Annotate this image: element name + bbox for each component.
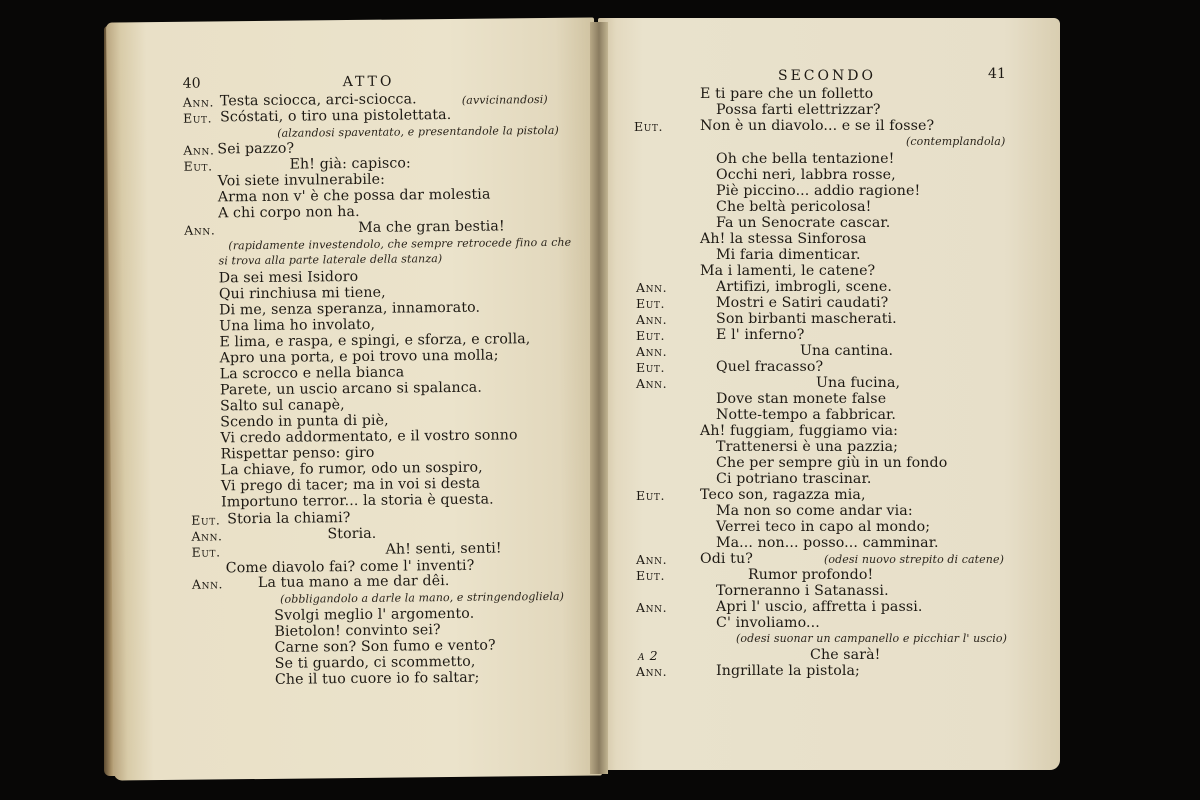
verse-line: Svolgi meglio l' argomento. [274, 605, 475, 624]
verse-line: Sei pazzo? [217, 140, 295, 158]
verse-line: Ma non so come andar via: [716, 503, 913, 519]
verse-line: Trattenersi è una pazzia; [716, 439, 899, 455]
verse-line: Oh che bella tentazione! [716, 151, 895, 167]
verse-line: Voi siete invulnerabile: [217, 171, 386, 190]
verse-line: Ma... non... posso... camminar. [716, 535, 939, 551]
verse-line: Possa farti elettrizzar? [716, 102, 881, 118]
speaker: Eut. [191, 512, 221, 528]
speaker: Eut. [636, 488, 666, 503]
verse-line: C' involiamo... [716, 615, 820, 631]
verse-line: Da sei mesi Isidoro [218, 268, 359, 287]
verse-line: Arma non v' è che possa dar molestia [217, 186, 491, 206]
speaker: Ann. [191, 576, 224, 592]
speaker: Eut. [182, 110, 213, 126]
verse-line: Occhi neri, labbra rosse, [716, 167, 896, 183]
verse-line: Una lima ho involato, [219, 316, 376, 335]
stage-direction: (obbligandolo a darle la mano, e stringendogliela) [280, 589, 565, 606]
verse-line: Qui rinchiusa mi tiene, [218, 284, 386, 303]
left-page [106, 17, 602, 780]
verse-line: Che beltà pericolosa! [716, 199, 872, 215]
verse-line: Teco son, ragazza mia, [700, 487, 866, 503]
verse-line: Ah! fuggiam, fuggiamo via: [700, 423, 899, 439]
speaker: Ann. [636, 312, 668, 327]
verse-line: Che il tuo cuore io fo saltar; [274, 669, 480, 688]
verse-line: Mi faria dimenticar. [716, 247, 861, 263]
stage-direction: (contemplandola) [906, 135, 1006, 148]
verse-line: Vi credo addormentato, e il vostro sonno [220, 427, 518, 447]
verse-line: Salto sul canapè, [219, 397, 345, 415]
verse-line: Bietolon! convinto sei? [274, 622, 441, 640]
speaker: Ann. [636, 280, 668, 295]
book-gutter [590, 22, 608, 774]
verse-line: Torneranno i Satanassi. [716, 583, 889, 599]
verse-line: Ingrillate la pistola; [716, 663, 860, 679]
verse-line: E lima, e raspa, e spingi, e sforza, e crolla, [219, 331, 531, 351]
speaker: Ann. [636, 552, 668, 567]
verse-line: Rumor profondo! [748, 567, 874, 583]
verse-line: Rispettar penso: giro [220, 444, 375, 463]
verse-line: Dove stan monete false [716, 391, 887, 407]
verse-line: Verrei teco in capo al mondo; [716, 519, 931, 535]
speaker: Ann. [636, 376, 668, 391]
right-page [598, 18, 1060, 770]
verse-line: Vi prego di tacer; ma in voi si desta [220, 475, 481, 495]
speaker: Eut. [183, 158, 213, 174]
verse-line: Ah! la stessa Sinforosa [700, 231, 867, 247]
verse-line: Storia. [327, 525, 377, 543]
stage-direction: (odesi nuovo strepito di catene) [824, 553, 1004, 566]
stage-direction: (alzandosi spaventato, e presentandole la pistola) [277, 123, 559, 140]
speaker: Ann. [636, 344, 668, 359]
verse-line: Testa sciocca, arci-sciocca. [219, 91, 417, 110]
verse-line: A chi corpo non ha. [217, 203, 360, 222]
page-number: 40 [182, 75, 201, 92]
verse-line: Ah! senti, senti! [385, 540, 502, 558]
stage-direction: (odesi suonar un campanello e picchiar l' uscio) [736, 632, 1008, 645]
verse-line: Apri l' uscio, affretta i passi. [716, 599, 923, 615]
verse-line: Piè piccino... addio ragione! [716, 183, 921, 199]
speaker: Eut. [636, 568, 666, 583]
verse-line: E l' inferno? [716, 327, 805, 343]
verse-line: La tua mano a me dar dêi. [257, 573, 450, 592]
verse-line: Ci potriano trascinar. [716, 471, 872, 487]
speaker: Ann. [636, 664, 668, 679]
speaker: Ann. [184, 222, 216, 238]
verse-line: Scóstati, o tiro una pistolettata. [219, 106, 452, 126]
speaker: Eut. [636, 296, 666, 311]
verse-line: Non è un diavolo... e se il fosse? [700, 118, 935, 134]
verse-line: Ma i lamenti, le catene? [700, 263, 876, 279]
speaker: Ann. [183, 142, 215, 158]
stage-direction: (avvicinandosi) [461, 92, 548, 107]
stage-direction: si trova alla parte laterale della stanza) [218, 252, 443, 268]
verse-line: Importuno terror... la storia è questa. [220, 491, 494, 511]
verse-line: Notte-tempo a fabbricar. [716, 407, 896, 423]
verse-line: Che sarà! [810, 647, 881, 663]
verse-line: Carne son? Son fumo e vento? [274, 637, 496, 656]
verse-line: La chiave, fo rumor, odo un sospiro, [220, 459, 483, 479]
running-head: SECONDO [778, 68, 876, 84]
speaker: Eut. [636, 360, 666, 375]
speaker: Ann. [182, 94, 215, 110]
verse-line: Se ti guardo, ci scommetto, [274, 653, 476, 672]
speaker: Eut. [191, 544, 221, 560]
verse-line: Odi tu? [700, 551, 753, 567]
verse-line: Una fucina, [816, 375, 901, 391]
verse-line: E ti pare che un folletto [700, 86, 874, 102]
verse-line: Una cantina. [800, 343, 894, 359]
verse-line: Storia la chiami? [227, 510, 351, 528]
running-head: ATTO [342, 73, 395, 91]
verse-line: Fa un Senocrate cascar. [716, 215, 891, 231]
verse-line: Quel fracasso? [716, 359, 824, 375]
verse-line: Di me, senza speranza, innamorato. [218, 299, 481, 319]
verse-line: Apro una porta, e poi trovo una molla; [219, 347, 499, 367]
speaker: Ann. [636, 600, 668, 615]
speaker: Ann. [191, 528, 223, 544]
page-number: 41 [988, 66, 1007, 82]
verse-line: Eh! già: capisco: [289, 155, 411, 173]
speaker: Eut. [636, 328, 666, 343]
verse-line: Come diavolo fai? come l' inventi? [225, 557, 475, 577]
speaker: a 2 [638, 648, 659, 663]
verse-line: Mostri e Satiri caudati? [716, 295, 889, 311]
stage-direction: (rapidamente investendolo, che sempre retrocede fino a che [228, 235, 572, 253]
verse-line: La scrocco e nella bianca [219, 364, 405, 383]
verse-line: Artifizi, imbrogli, scene. [716, 279, 892, 295]
verse-line: Che per sempre giù in un fondo [716, 455, 948, 471]
speaker: Eut. [634, 119, 664, 134]
verse-line: Son birbanti mascherati. [716, 311, 897, 327]
verse-line: Ma che gran bestia! [358, 218, 505, 236]
verse-line: Parete, un uscio arcano si spalanca. [219, 379, 483, 399]
verse-line: Scendo in punta di piè, [220, 412, 389, 431]
